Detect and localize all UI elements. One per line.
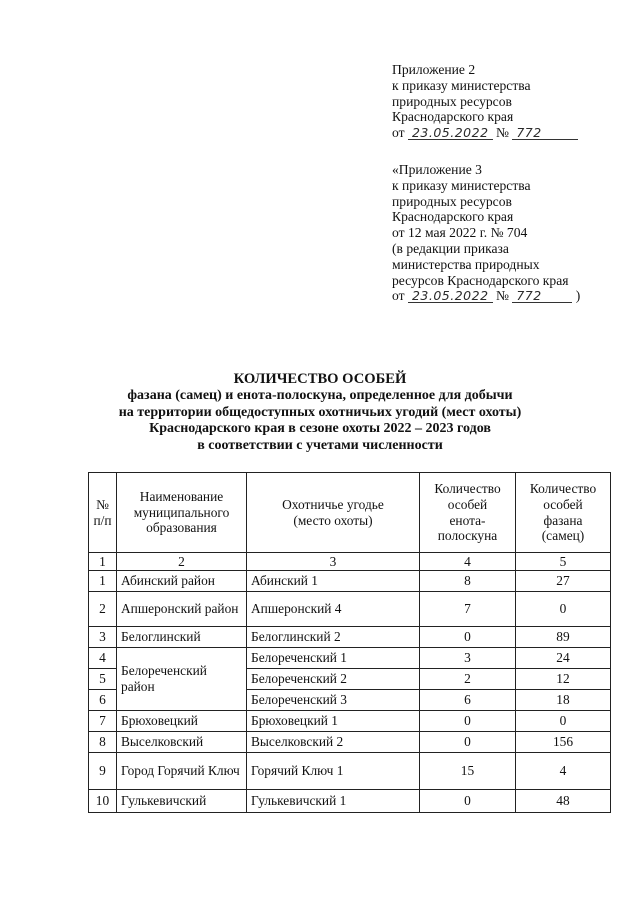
title-line: Краснодарского края в сезоне охоты 2022 – 2023 годов bbox=[149, 421, 491, 437]
appendix-line: «Приложение 3 bbox=[392, 162, 482, 177]
municipality-cell: Апшеронский район bbox=[117, 592, 247, 627]
handwritten-number: 772 bbox=[512, 126, 578, 140]
header-text: полоскуна bbox=[437, 528, 498, 544]
header-municipality bbox=[117, 473, 247, 553]
header-text: енота- bbox=[449, 512, 486, 528]
appendix-line: ресурсов Краснодарского края bbox=[392, 272, 569, 288]
header-raccoon bbox=[420, 473, 516, 553]
raccoon-count: 2 bbox=[420, 669, 516, 690]
title-line: в соответствии с учетами численности bbox=[197, 438, 443, 454]
header-text: Количество bbox=[529, 480, 597, 496]
header-text: № bbox=[96, 496, 109, 512]
hunting-area-cell: Гулькевичский 1 bbox=[247, 790, 420, 813]
handwritten-date: 23.05.2022 bbox=[408, 126, 493, 140]
hunting-area-cell: Белореченский 1 bbox=[247, 648, 420, 669]
raccoon-count: 8 bbox=[420, 571, 516, 592]
row-number: 10 bbox=[89, 790, 117, 813]
handwritten-date: 23.05.2022 bbox=[408, 289, 493, 303]
order-number-label: № bbox=[495, 288, 509, 304]
pheasant-count: 89 bbox=[516, 627, 611, 648]
table-row bbox=[89, 648, 611, 669]
order-line bbox=[392, 125, 632, 141]
pheasant-count: 48 bbox=[516, 790, 611, 813]
header-text: Охотничье угодье bbox=[282, 496, 384, 512]
pheasant-count: 156 bbox=[516, 732, 611, 753]
handwritten-number: 772 bbox=[512, 289, 572, 303]
pheasant-count: 0 bbox=[516, 711, 611, 732]
index-cell: 1 bbox=[89, 553, 117, 571]
municipality-cell: Белореченский район bbox=[117, 648, 247, 711]
header-text: муниципального bbox=[133, 504, 230, 520]
closing-paren: ) bbox=[575, 288, 581, 304]
raccoon-count: 0 bbox=[420, 790, 516, 813]
raccoon-count: 3 bbox=[420, 648, 516, 669]
header-num bbox=[89, 473, 117, 553]
header-text: особей bbox=[543, 496, 583, 512]
order-number-label: № bbox=[495, 125, 509, 141]
table-row bbox=[89, 732, 611, 753]
table-row bbox=[89, 627, 611, 648]
pheasant-count: 12 bbox=[516, 669, 611, 690]
header-text: (место охоты) bbox=[293, 512, 373, 528]
header-text: Количество bbox=[434, 480, 501, 496]
pheasant-count: 24 bbox=[516, 648, 611, 669]
row-number: 3 bbox=[89, 627, 117, 648]
table-row bbox=[89, 571, 611, 592]
raccoon-count: 0 bbox=[420, 711, 516, 732]
row-number: 9 bbox=[89, 753, 117, 790]
appendix-line: (в редакции приказа bbox=[392, 240, 509, 256]
hunting-area-cell: Белореченский 3 bbox=[247, 690, 420, 711]
title-line: фазана (самец) и енота-полоскуна, определенное для добычи bbox=[127, 387, 513, 403]
hunting-area-cell: Брюховецкий 1 bbox=[247, 711, 420, 732]
raccoon-count: 0 bbox=[420, 627, 516, 648]
quota-table bbox=[88, 472, 611, 813]
table-row bbox=[89, 711, 611, 732]
row-number: 2 bbox=[89, 592, 117, 627]
appendix-line: природных ресурсов bbox=[392, 193, 512, 209]
raccoon-count: 0 bbox=[420, 732, 516, 753]
header-text: п/п bbox=[93, 512, 112, 528]
order-prefix: от bbox=[392, 288, 405, 304]
municipality-cell: Абинский район bbox=[117, 571, 247, 592]
hunting-area-cell: Горячий Ключ 1 bbox=[247, 753, 420, 790]
appendix-line: к приказу министерства bbox=[392, 77, 531, 93]
hunting-area-cell: Выселковский 2 bbox=[247, 732, 420, 753]
row-number: 7 bbox=[89, 711, 117, 732]
pheasant-count: 4 bbox=[516, 753, 611, 790]
header-text: Наименование bbox=[139, 488, 224, 504]
row-number: 8 bbox=[89, 732, 117, 753]
appendix-header bbox=[392, 62, 632, 141]
hunting-area-cell: Абинский 1 bbox=[247, 571, 420, 592]
raccoon-count: 7 bbox=[420, 592, 516, 627]
column-index-row bbox=[89, 553, 611, 571]
header-text: образования bbox=[146, 520, 217, 536]
order-prefix: от bbox=[392, 125, 405, 141]
header-text: особей bbox=[447, 496, 488, 512]
pheasant-count: 18 bbox=[516, 690, 611, 711]
index-cell: 2 bbox=[117, 553, 247, 571]
appendix-line: Приложение 2 bbox=[392, 62, 476, 77]
appendix-previous-header bbox=[392, 162, 632, 304]
municipality-cell: Брюховецкий bbox=[117, 711, 247, 732]
municipality-cell: Белоглинский bbox=[117, 627, 247, 648]
table-row bbox=[89, 592, 611, 627]
municipality-cell: Город Горячий Ключ bbox=[117, 753, 247, 790]
row-number: 6 bbox=[89, 690, 117, 711]
hunting-area-cell: Апшеронский 4 bbox=[247, 592, 420, 627]
index-cell: 5 bbox=[516, 553, 611, 571]
appendix-line: министерства природных bbox=[392, 256, 540, 272]
raccoon-count: 15 bbox=[420, 753, 516, 790]
header-text: (самец) bbox=[541, 528, 585, 544]
appendix-line: к приказу министерства bbox=[392, 177, 531, 193]
row-number: 4 bbox=[89, 648, 117, 669]
appendix-line: от 12 мая 2022 г. № 704 bbox=[392, 225, 528, 241]
table-row bbox=[89, 790, 611, 813]
hunting-area-cell: Белореченский 2 bbox=[247, 669, 420, 690]
appendix-line: Краснодарского края bbox=[392, 209, 514, 225]
raccoon-count: 6 bbox=[420, 690, 516, 711]
document-title bbox=[0, 371, 640, 455]
index-cell: 3 bbox=[247, 553, 420, 571]
table-row bbox=[89, 753, 611, 790]
row-number: 5 bbox=[89, 669, 117, 690]
pheasant-count: 27 bbox=[516, 571, 611, 592]
header-area bbox=[247, 473, 420, 553]
order-line bbox=[392, 288, 632, 304]
index-cell: 4 bbox=[420, 553, 516, 571]
municipality-cell: Выселковский bbox=[117, 732, 247, 753]
title-main: КОЛИЧЕСТВО ОСОБЕЙ bbox=[233, 371, 407, 387]
header-row bbox=[89, 473, 611, 553]
header-pheasant bbox=[516, 473, 611, 553]
appendix-line: Краснодарского края bbox=[392, 109, 514, 125]
appendix-line: природных ресурсов bbox=[392, 93, 512, 109]
hunting-area-cell: Белоглинский 2 bbox=[247, 627, 420, 648]
row-number: 1 bbox=[89, 571, 117, 592]
pheasant-count: 0 bbox=[516, 592, 611, 627]
header-text: фазана bbox=[543, 512, 583, 528]
municipality-cell: Гулькевичский bbox=[117, 790, 247, 813]
title-line: на территории общедоступных охотничьих угодий (мест охоты) bbox=[118, 404, 522, 420]
